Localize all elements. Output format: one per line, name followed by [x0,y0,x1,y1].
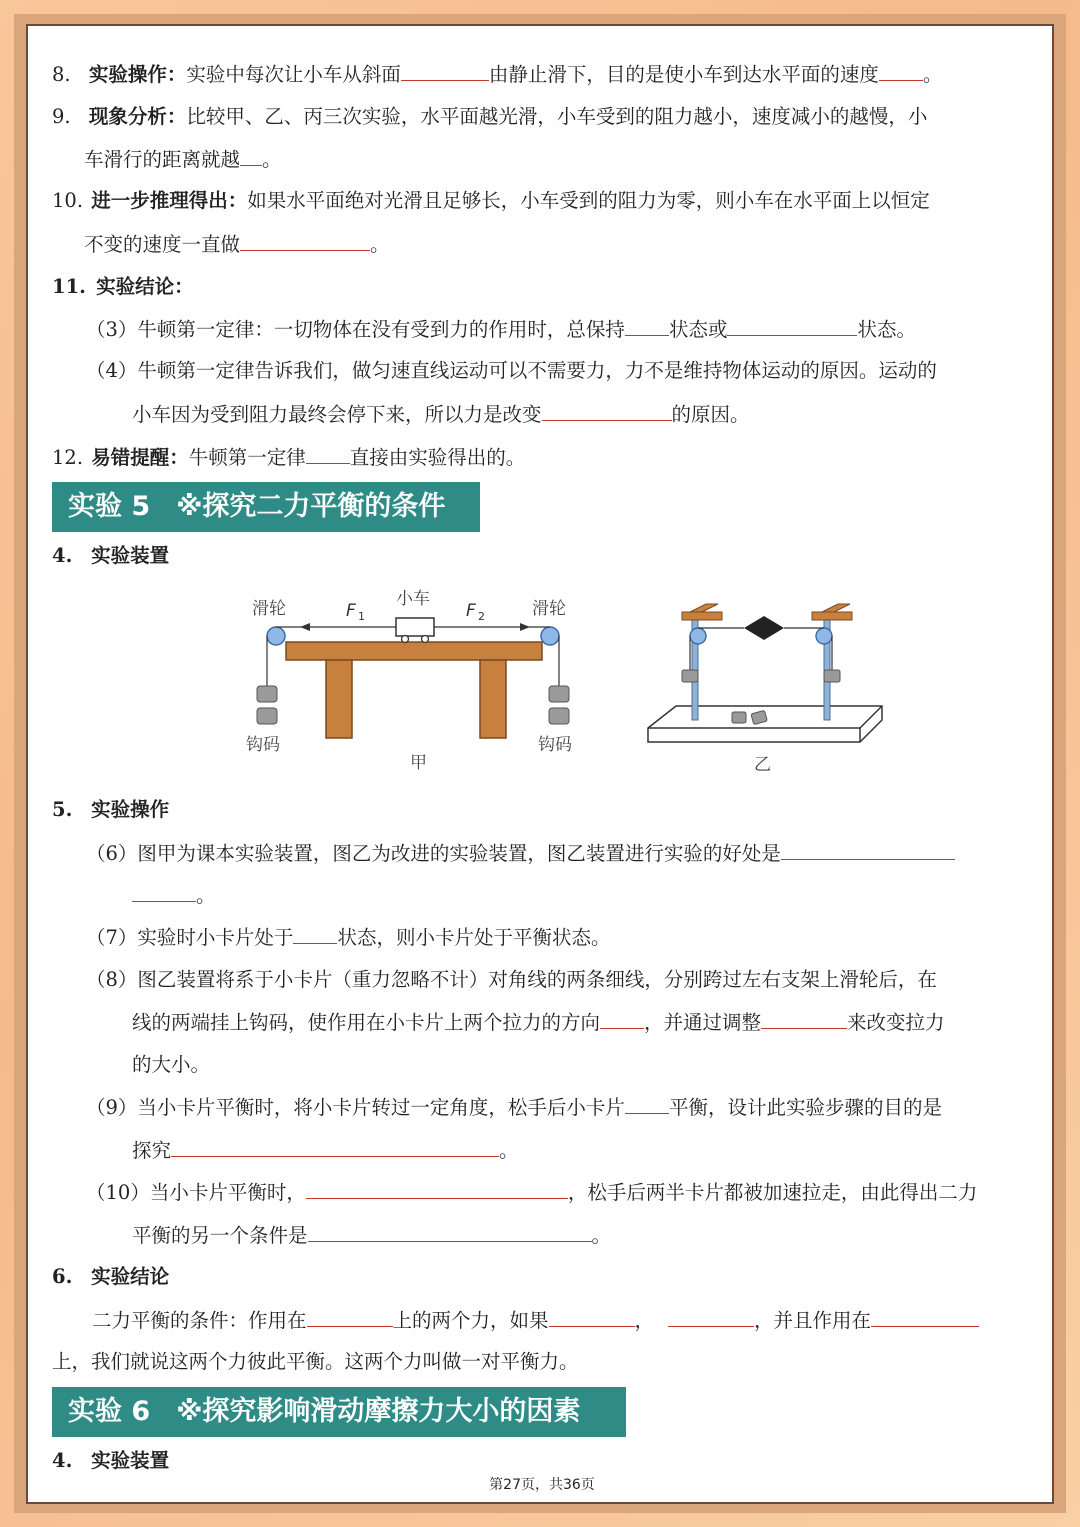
answer-blank[interactable] [879,60,923,81]
item-text: 的大小。 [132,1053,211,1076]
exp5-q6-cont [132,881,216,910]
section-banner-exp5 [52,482,480,532]
item-10 [52,187,930,215]
exp5-q8 [86,966,937,994]
exp5-q6 [86,839,955,868]
item-text: 。 [591,1224,612,1247]
item-9 [52,103,927,131]
table-leg [326,660,352,738]
cart [396,618,434,636]
pulley-right [816,628,832,644]
sub-number: （8） [86,968,138,991]
item-text: 平衡的另一个条件是 [132,1224,308,1247]
item-text: 小车因为受到阻力最终会停下来，所以力是改变 [132,403,542,426]
banner-number: 实验 5 [68,491,151,522]
item-11-sub4 [86,357,937,385]
answer-blank[interactable] [727,315,857,336]
item-text: 二力平衡的条件：作用在 [92,1309,307,1332]
item-text: 来改变拉力 [847,1011,945,1034]
section-banner-exp6 [52,1387,626,1437]
banner-title: ※探究二力平衡的条件 [176,491,446,522]
answer-blank[interactable] [307,1306,393,1327]
item-number: 11. [52,275,86,298]
item-text: 当小卡片平衡时， [149,1181,306,1204]
exp5-heading-4 [52,542,169,570]
exp5-q8-cont2 [132,1051,210,1079]
answer-blank[interactable] [306,443,350,464]
figure-apparatus-jia [238,582,598,777]
item-title: 进一步推理得出： [91,189,248,212]
caption-jia: 甲 [410,753,427,773]
item-text: 的原因。 [671,403,750,426]
item-text: ，并通过调整 [644,1011,762,1034]
page-footer: 第27页，共36页 [489,1477,595,1493]
banner-title: ※探究影响滑动摩擦力大小的因素 [176,1396,581,1427]
weight-right [549,686,569,702]
item-text: 。 [262,148,282,171]
exp6-heading-4 [52,1447,169,1475]
heading-number: 4. [52,544,73,567]
exp5-conclusion-cont [52,1348,579,1376]
caption-yi: 乙 [754,755,771,775]
answer-blank[interactable] [668,1306,754,1327]
item-text: 状态，则小卡片处于平衡状态。 [337,926,611,949]
table-top [286,642,542,660]
label-f2-sub: 2 [478,610,485,623]
exp5-heading-6 [52,1263,169,1291]
item-number: 9. [52,105,71,128]
item-11-sub4-cont [132,400,750,429]
answer-blank[interactable] [308,1221,592,1242]
item-10-cont [84,230,390,259]
item-text: 状态。 [857,318,916,341]
heading-title: 实验操作 [91,798,170,821]
table-leg [480,660,506,738]
item-text: 图乙装置将系于小卡片（重力忽略不计）对角线的两条细线，分别跨过左右支架上滑轮后，在 [137,968,937,991]
answer-blank[interactable] [542,400,672,421]
label-pulley-left: 滑轮 [252,599,286,619]
item-11 [52,273,194,301]
item-text: 牛顿第一定律：一切物体在没有受到力的作用时，总保持 [137,318,625,341]
answer-blank[interactable] [293,923,337,944]
label-f2: F [466,601,476,621]
answer-blank[interactable] [240,145,262,166]
answer-blank[interactable] [625,1093,669,1114]
exp5-heading-5 [52,796,169,824]
heading-title: 实验结论 [91,1265,170,1288]
pulley-right [541,627,559,645]
label-f1: F [346,601,356,621]
figure-apparatus-yi [640,592,890,777]
item-text: 实验中每次让小车从斜面 [186,63,401,86]
item-text: 车滑行的距离就越 [84,148,241,171]
sub-number: （10） [86,1181,150,1204]
item-text: ，并且作用在 [754,1309,872,1332]
sub-number: （3） [86,318,138,341]
answer-blank[interactable] [781,839,955,860]
exp5-conclusion [92,1306,979,1335]
item-text: ， [634,1309,655,1332]
label-pulley-right: 滑轮 [532,599,566,619]
heading-number: 5. [52,798,73,821]
weight-left [257,686,277,702]
sub-number: （9） [86,1096,138,1119]
item-text: 图甲为课本实验装置，图乙为改进的实验装置，图乙装置进行实验的好处是 [137,842,781,865]
exp5-q9-cont [132,1136,519,1165]
answer-blank[interactable] [549,1306,635,1327]
item-text: 上，我们就说这两个力彼此平衡。这两个力叫做一对平衡力。 [52,1350,579,1373]
sub-number: （6） [86,842,138,865]
exp5-q9 [86,1093,942,1122]
label-weight-left: 钩码 [246,735,280,755]
answer-blank[interactable] [625,315,669,336]
answer-blank[interactable] [306,1178,568,1199]
item-text: 。 [196,884,216,907]
answer-blank[interactable] [240,230,370,251]
banner-number: 实验 6 [68,1396,151,1427]
item-text: 直接由实验得出的。 [349,446,526,469]
sub-number: （7） [86,926,138,949]
item-text: 牛顿第一定律告诉我们，做匀速直线运动可以不需要力，力不是维持物体运动的原因。运动的 [137,359,937,382]
answer-blank[interactable] [171,1136,499,1157]
item-text: 探究 [132,1139,172,1162]
item-text: 牛顿第一定律 [188,446,306,469]
item-text: 当小卡片平衡时，将小卡片转过一定角度，松手后小卡片 [137,1096,625,1119]
label-cart: 小车 [396,589,430,609]
item-text: ，松手后两半卡片都被加速拉走，由此得出二力 [567,1181,978,1204]
exp5-q10-cont [132,1221,611,1250]
item-number: 12. [52,446,84,469]
answer-blank[interactable] [761,1008,847,1029]
exp5-q10 [86,1178,977,1207]
label-weight-right: 钩码 [538,735,572,755]
pulley-left [690,628,706,644]
item-9-cont [84,145,282,174]
answer-blank[interactable] [871,1306,979,1327]
item-text: 。 [370,233,390,256]
item-number: 10. [52,189,84,212]
exp5-q7 [86,923,610,952]
item-text: 。 [922,63,943,86]
item-title: 实验结论： [96,275,194,298]
item-title: 易错提醒： [91,446,189,469]
item-text: 由静止滑下，目的是使小车到达水平面的速度 [488,63,879,86]
answer-blank[interactable] [401,60,489,81]
small-card [744,616,784,640]
item-text: 实验时小卡片处于 [137,926,294,949]
item-text: 上的两个力，如果 [392,1309,549,1332]
heading-title: 实验装置 [91,544,170,567]
exp5-q8-cont [132,1008,945,1037]
item-text: 不变的速度一直做 [84,233,241,256]
item-title: 实验操作： [88,63,187,86]
document-page [26,24,1054,1504]
heading-number: 4. [52,1449,73,1472]
sub-number: （4） [86,359,138,382]
label-f1-sub: 1 [358,610,365,623]
item-12 [52,443,525,472]
item-number: 8. [52,63,71,86]
item-text: 线的两端挂上钩码，使作用在小卡片上两个拉力的方向 [132,1011,601,1034]
heading-title: 实验装置 [91,1449,170,1472]
heading-number: 6. [52,1265,73,1288]
answer-blank[interactable] [600,1008,644,1029]
item-text: 比较甲、乙、丙三次实验，水平面越光滑，小车受到的阻力越小，速度减小的越慢，小 [186,105,928,128]
item-text: 平衡，设计此实验步骤的目的是 [668,1096,942,1119]
item-text: 。 [499,1139,519,1162]
item-text: 状态或 [668,318,728,341]
answer-blank[interactable] [132,881,196,902]
item-11-sub3 [86,315,916,344]
item-title: 现象分析： [88,105,187,128]
item-8 [52,60,942,89]
item-text: 如果水平面绝对光滑且足够长，小车受到的阻力为零，则小车在水平面上以恒定 [247,189,930,212]
pulley-left [267,627,285,645]
